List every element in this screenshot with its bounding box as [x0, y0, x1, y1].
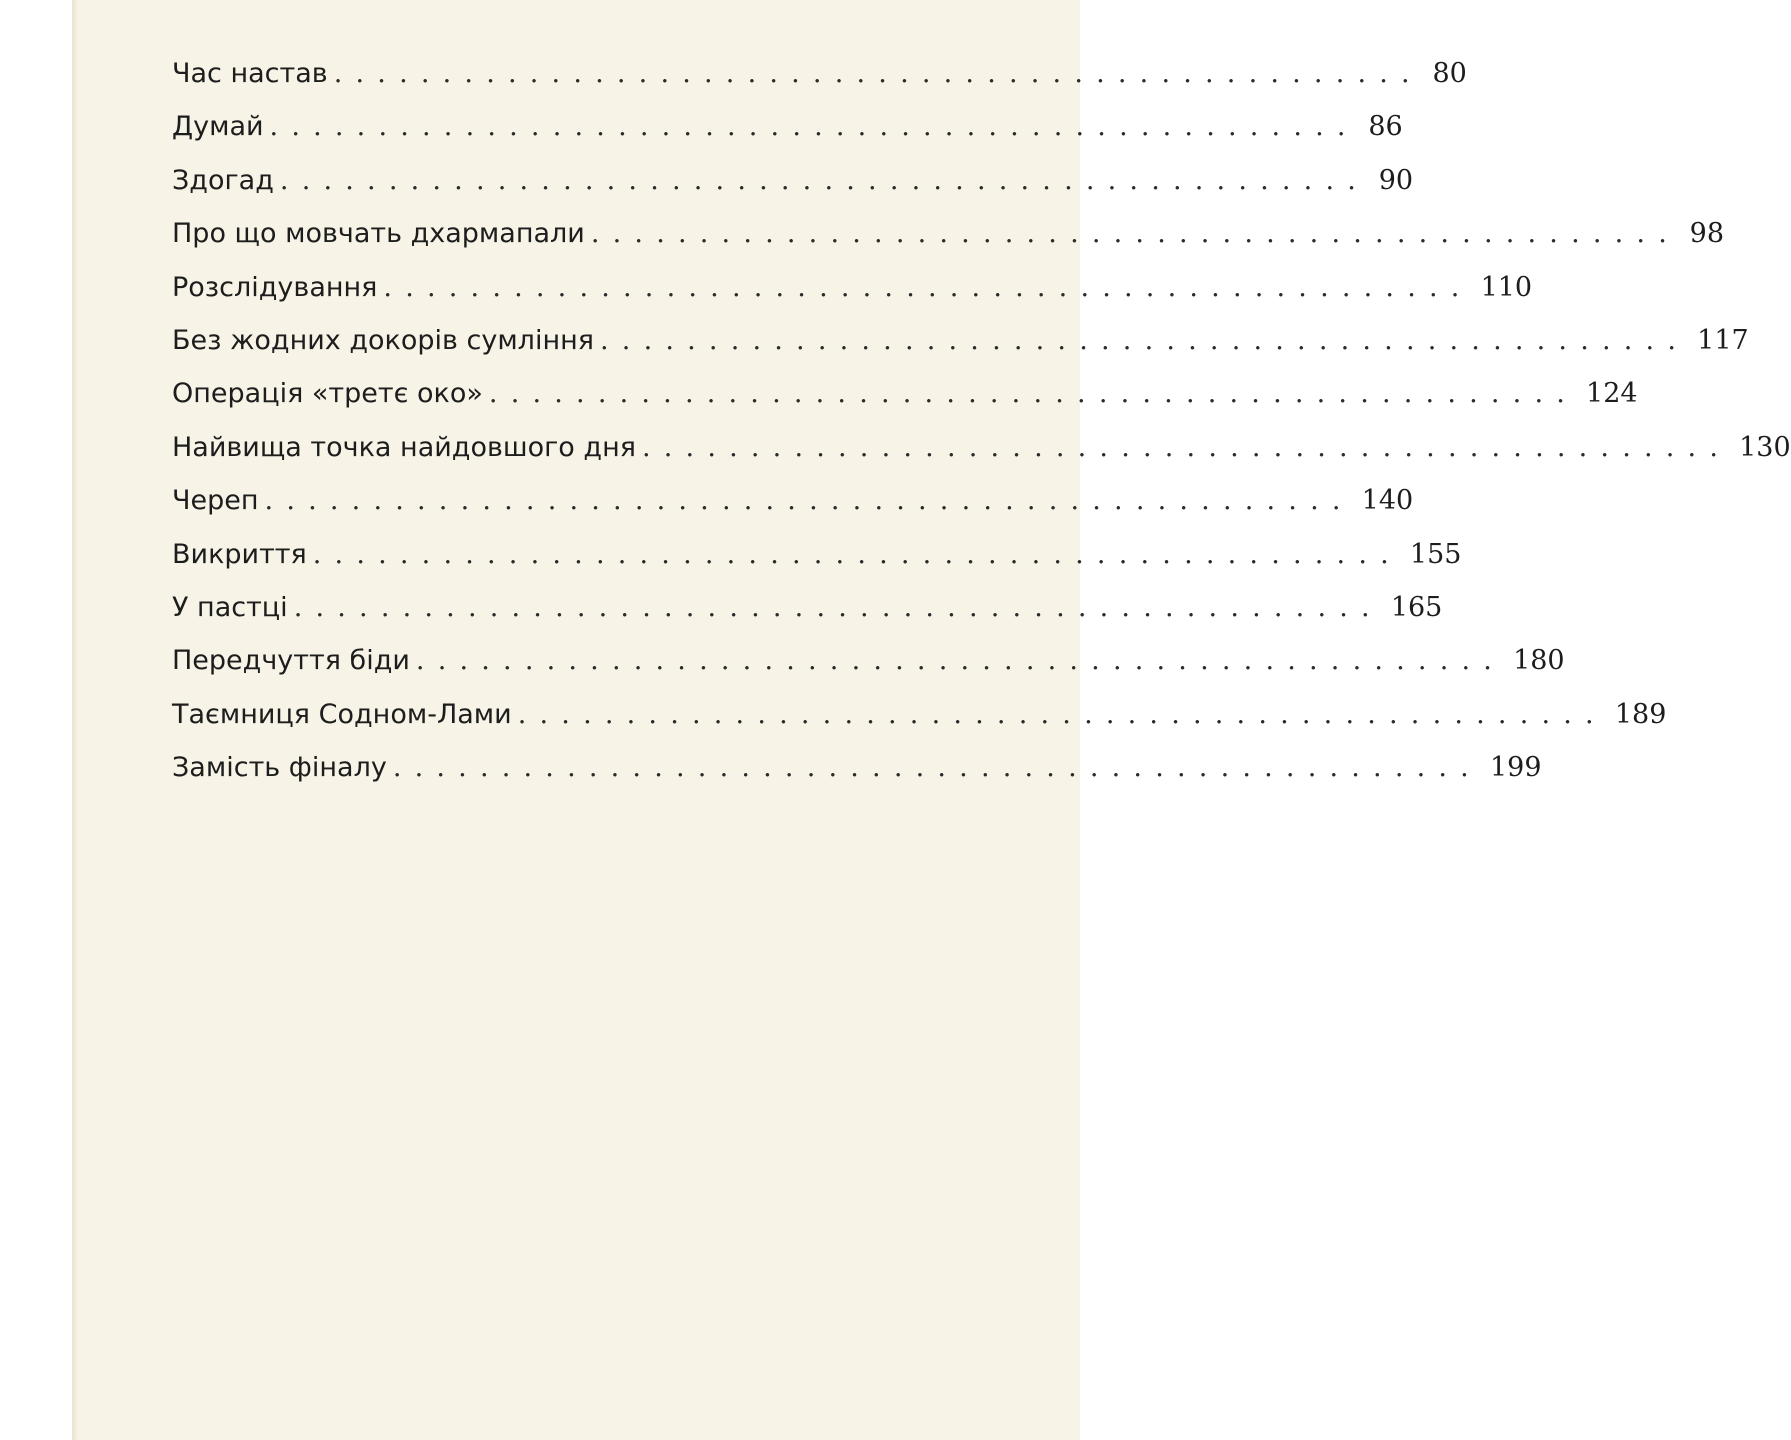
- toc-entry: [172, 752, 1542, 805]
- toc-entry: [172, 485, 1414, 538]
- dot-leader: ..................................................: [312, 538, 1402, 570]
- toc-entry-title: Таємниця Содном-Лами: [172, 698, 512, 730]
- toc-entry-page: 165: [1390, 591, 1443, 623]
- toc-entry-page: 124: [1586, 378, 1638, 410]
- dot-leader: ..................................................: [392, 752, 1482, 784]
- table-of-contents: [172, 58, 1791, 805]
- toc-entry-page: 199: [1489, 752, 1542, 784]
- toc-entry: [172, 58, 1467, 111]
- toc-entry-title: Передчуття біди: [172, 645, 410, 677]
- toc-entry-title: У пастці: [172, 591, 288, 623]
- dot-leader: ..................................................: [293, 591, 1383, 623]
- toc-entry-page: 98: [1689, 218, 1724, 250]
- toc-entry: [172, 164, 1414, 218]
- toc-entry-page: 110: [1480, 271, 1533, 303]
- toc-entry: [172, 645, 1565, 698]
- toc-entry: [172, 271, 1533, 325]
- toc-entry: [172, 591, 1443, 645]
- toc-entry-title: Замість фіналу: [172, 752, 387, 784]
- toc-entry-title: Череп: [172, 485, 259, 517]
- toc-entry-title: Час настав: [172, 58, 328, 89]
- toc-entry-page: 80: [1432, 58, 1467, 89]
- toc-entry-title: Операція «третє око»: [172, 378, 483, 410]
- dot-leader: ..................................................: [264, 485, 1354, 517]
- dot-leader: ..................................................: [383, 271, 1473, 303]
- toc-entry: [172, 378, 1638, 431]
- page-edge: [72, 0, 78, 1440]
- dot-leader: ..................................................: [415, 645, 1506, 677]
- toc-entry-title: Без жодних докорів сумління: [172, 324, 594, 356]
- dot-leader: ..................................................: [641, 431, 1732, 463]
- toc-entry: [172, 111, 1403, 164]
- toc-entry: [172, 218, 1724, 271]
- toc-entry-title: Викриття: [172, 538, 307, 570]
- dot-leader: ..................................................: [517, 698, 1607, 730]
- dot-leader: ..................................................: [600, 324, 1690, 356]
- toc-entry-title: Розслідування: [172, 271, 378, 303]
- toc-entry-title: Думай: [172, 111, 264, 143]
- dot-leader: ..................................................: [333, 58, 1423, 89]
- toc-entry: [172, 698, 1667, 752]
- toc-entry-title: Найвища точка найдовшого дня: [172, 431, 636, 463]
- toc-entry-page: 189: [1614, 698, 1667, 730]
- toc-entry-page: 155: [1409, 538, 1462, 570]
- dot-leader: ..................................................: [590, 218, 1680, 250]
- toc-entry-page: 86: [1368, 111, 1403, 143]
- dot-leader: ..................................................: [269, 111, 1359, 143]
- toc-entry-page: 130: [1739, 431, 1791, 463]
- toc-entry-page: 180: [1513, 645, 1565, 677]
- toc-entry: [172, 538, 1462, 592]
- dot-leader: ..................................................: [279, 164, 1370, 196]
- toc-entry-page: 140: [1361, 485, 1414, 517]
- toc-entry-page: 90: [1378, 164, 1414, 196]
- toc-entry: [172, 324, 1749, 378]
- toc-entry-title: Про що мовчать дхармапали: [172, 218, 585, 250]
- toc-entry: [172, 431, 1791, 485]
- toc-entry-title: Здогад: [172, 164, 274, 196]
- toc-entry-page: 117: [1697, 324, 1749, 356]
- dot-leader: ..................................................: [488, 378, 1579, 410]
